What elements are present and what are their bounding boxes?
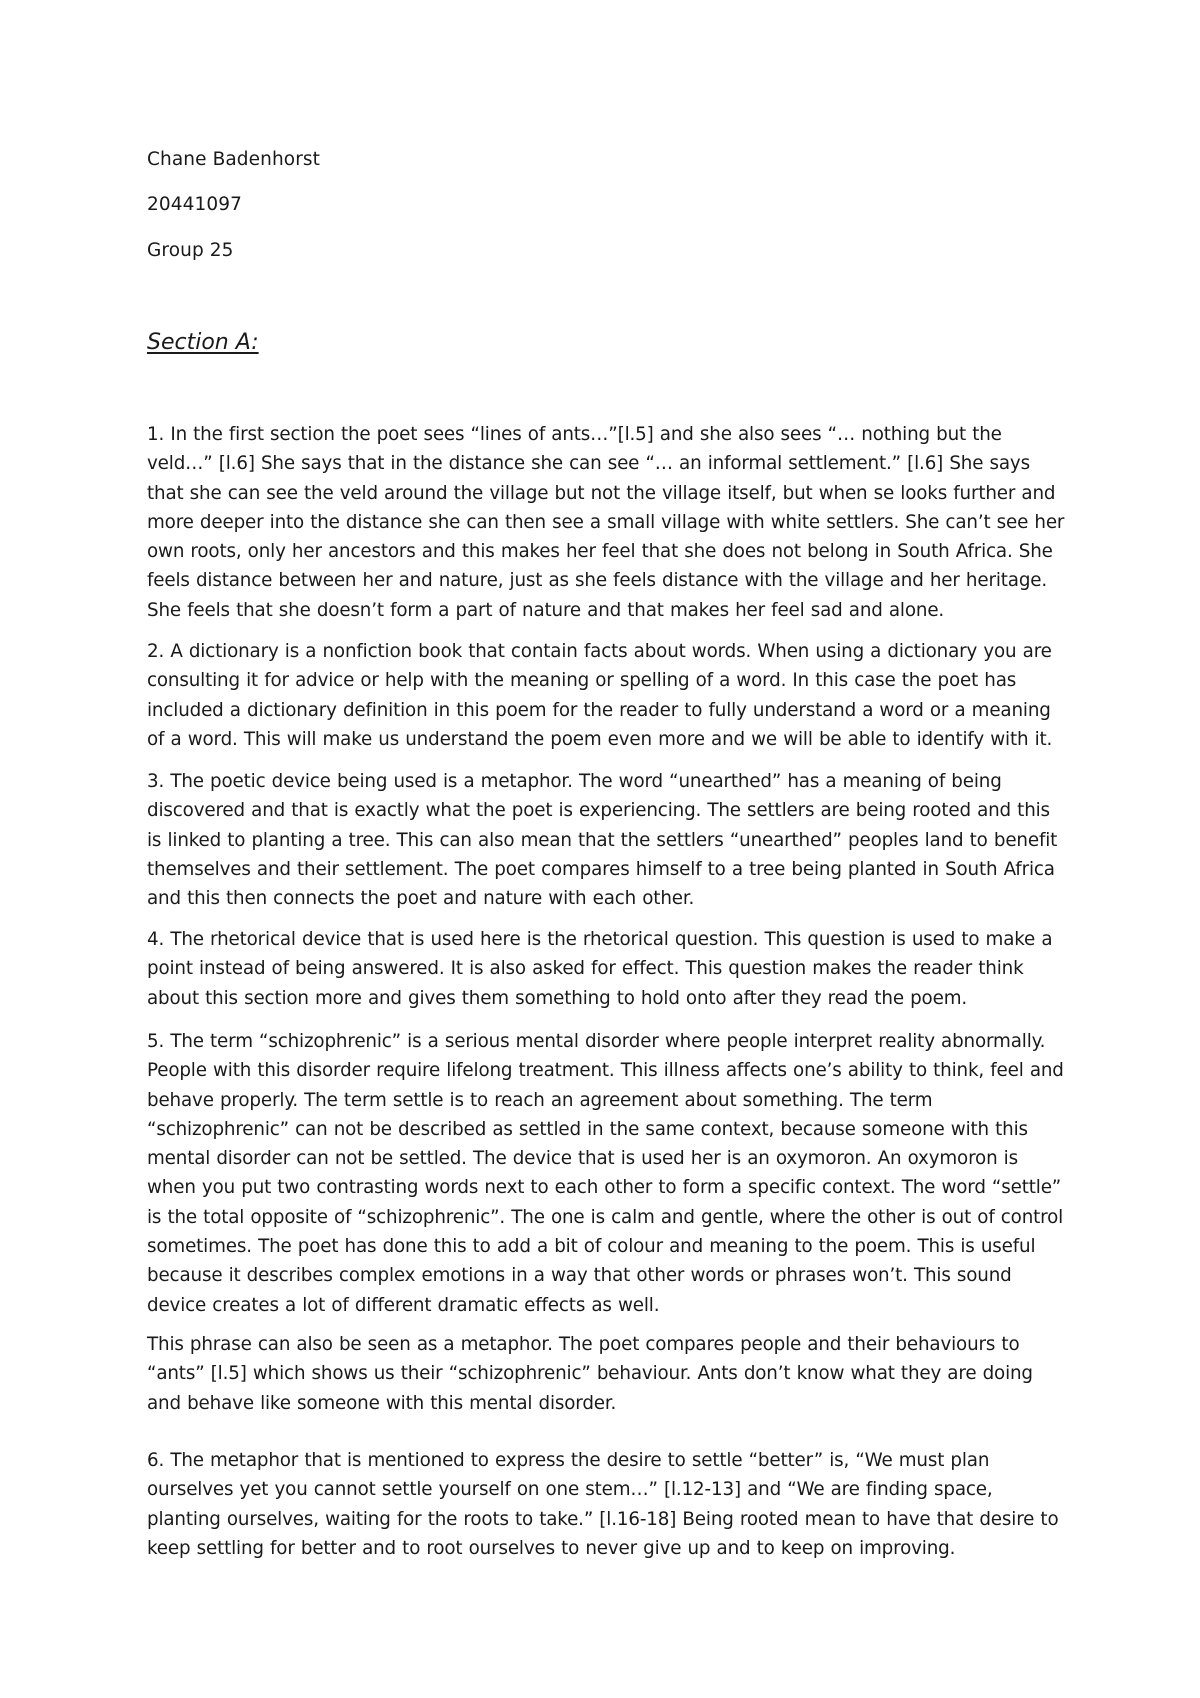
answer-text: The poetic device being used is a metaphor. The word “unearthed” has a meaning of being discovered and that is exactly what the poet is experiencing. The settlers are being rooted and this is linked to planting a tree. This can also mean that the settlers “unearthed” peoples land to benefit themselves and their settlement. The poet compares himself to a tree being planted in South Africa and this then connects the poet and nature with each other.	[147, 771, 1058, 910]
answer-paragraph-3	[147, 767, 1067, 913]
answer-number: 5.	[147, 1031, 165, 1052]
answer-paragraph-1	[147, 420, 1067, 625]
student-number: 20441097	[147, 194, 242, 215]
answer-text: This phrase can also be seen as a metaphor. The poet compares people and their behaviours to “ants” [l.5] which shows us their “schizophrenic” behaviour. Ants don’t know what they are doing and behave like someone with this mental disorder.	[147, 1334, 1033, 1414]
answer-text: The metaphor that is mentioned to express the desire to settle “better” is, “We must plan ourselves yet you cannot settle yourself on one stem…” [l.12-13] and “We are finding space, planting ourselves, waiting for the roots to take.” [l.16-18] Being rooted mean to have that desire to keep settling for better and to root ourselves to never give up and to keep on improving.	[147, 1450, 1059, 1559]
answer-paragraph-4	[147, 925, 1067, 1013]
answer-text: A dictionary is a nonfiction book that contain facts about words. When using a dictionary you are consulting it for advice or help with the meaning or spelling of a word. In this case the poet has included a dictionary definition in this poem for the reader to fully understand a word or a meaning of a word. This will make us understand the poem even more and we will be able to identify with it.	[147, 641, 1053, 750]
answer-paragraph-6	[147, 1446, 1067, 1563]
answer-number: 6.	[147, 1450, 165, 1471]
answer-paragraph-5-continued	[147, 1330, 1067, 1418]
answer-number: 2.	[147, 641, 165, 662]
answer-number: 3.	[147, 771, 165, 792]
author-name: Chane Badenhorst	[147, 149, 320, 170]
answer-text: The rhetorical device that is used here is the rhetorical question. This question is used to make a point instead of being answered. It is also asked for effect. This question makes the reader think about this section more and gives them something to hold onto after they read the poem.	[147, 929, 1053, 1009]
group-label: Group 25	[147, 240, 234, 261]
answer-paragraph-2	[147, 637, 1067, 754]
answer-number: 1.	[147, 424, 165, 445]
answer-text: In the first section the poet sees “lines of ants…”[l.5] and she also sees “… nothing but the veld…” [l.6] She says that in the distance she can see “… an informal settlement.” [l.6] She says that she can see the veld around the village but not the village itself, but when se looks further and more deeper into the distance she can then see a small village with white settlers. She can’t see her own roots, only her ancestors and this makes her feel that she does not belong in South Africa. She feels distance between her and nature, just as she feels distance with the village and her heritage. She feels that she doesn’t form a part of nature and that makes her feel sad and alone.	[147, 424, 1065, 621]
section-title: Section A:	[147, 330, 259, 355]
answer-number: 4.	[147, 929, 165, 950]
answer-paragraph-5	[147, 1027, 1067, 1320]
answer-text: The term “schizophrenic” is a serious mental disorder where people interpret reality abnormally. People with this disorder require lifelong treatment. This illness affects one’s ability to think, feel and behave properly. The term settle is to reach an agreement about something. The term “schizophrenic” can not be described as settled in the same context, because someone with this mental disorder can not be settled. The device that is used her is an oxymoron. An oxymoron is when you put two contrasting words next to each other to form a specific context. The word “settle” is the total opposite of “schizophrenic”. The one is calm and gentle, where the other is out of control sometimes. The poet has done this to add a bit of colour and meaning to the poem. This is useful because it describes complex emotions in a way that other words or phrases won’t. This sound device creates a lot of different dramatic effects as well.	[147, 1031, 1064, 1316]
